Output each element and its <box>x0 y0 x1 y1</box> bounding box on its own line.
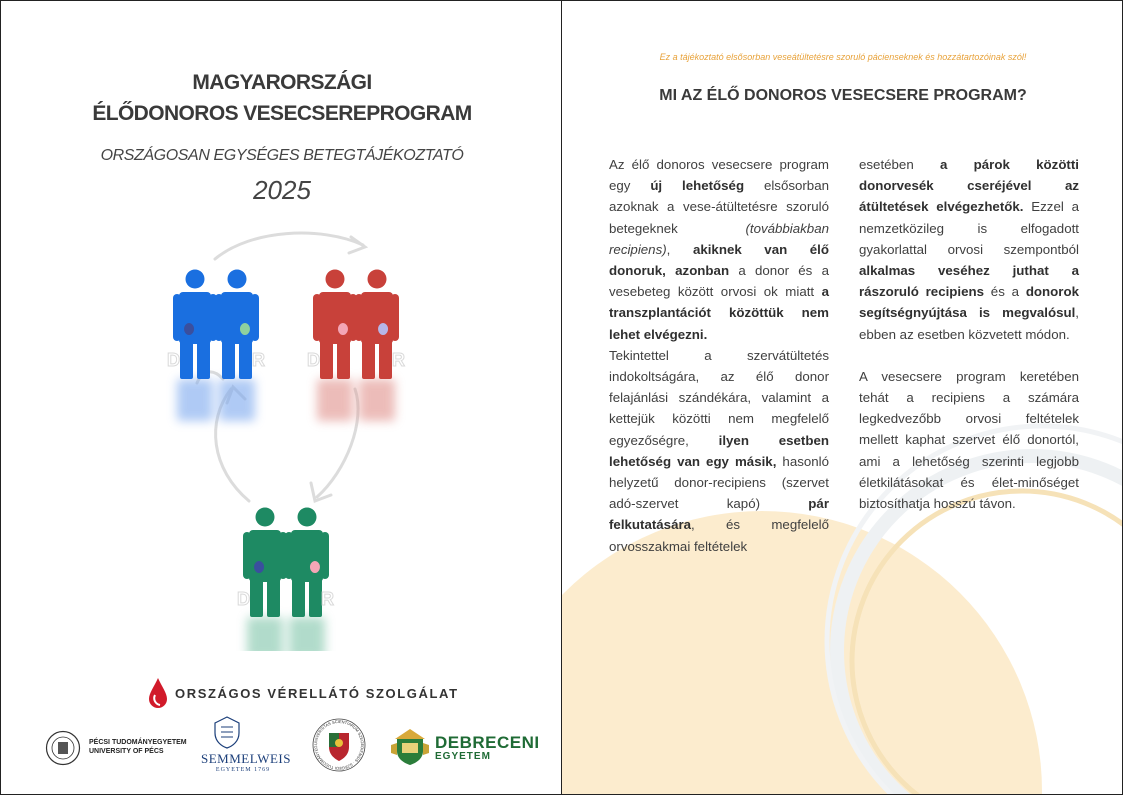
blue-pair <box>167 270 265 380</box>
recipient-label: R <box>252 350 265 370</box>
ovsz-name: ORSZÁGOS VÉRELLÁTÓ SZOLGÁLAT <box>175 686 459 701</box>
text-run: akiknek van élő donoruk, azonban <box>609 241 830 279</box>
cover-page <box>0 0 562 795</box>
exchange-cycle-illustration <box>1 1 562 651</box>
text-run: esetében <box>859 157 940 172</box>
text-run: Az élő donoros vesecsere program egy <box>609 157 829 194</box>
szeged-university-seal-icon <box>311 717 367 773</box>
text-run: (továbbiakban recipiens) <box>609 220 829 257</box>
text-run: alkalmas veséhez juthat a rászoruló recipiens <box>859 263 1079 300</box>
semmelweis-name: SEMMELWEIS <box>201 751 291 766</box>
pecs-line1: PÉCSI TUDOMÁNYEGYETEM <box>89 739 187 746</box>
pecs-line2: UNIVERSITY OF PÉCS <box>89 748 164 755</box>
text-run: ilyen esetben lehetőség van egy másik, <box>609 432 829 469</box>
text-run: a donor és a vesebeteg között orvosi ok miatt <box>609 263 829 300</box>
cover-title-line1: MAGYARORSZÁGI <box>192 71 372 94</box>
text-run: és a <box>984 284 1026 300</box>
info-page <box>561 0 1123 795</box>
paragraph-exchange-continued <box>859 154 1079 345</box>
text-run: , <box>666 241 693 257</box>
text-run: donorok segítségnyújtása is megvalósul <box>859 284 1079 321</box>
text-run: , ebben az esetben közvetett módon. <box>859 305 1079 342</box>
debrecen-crest-icon <box>389 725 431 767</box>
semmelweis-sub: EGYETEM 1769 <box>215 767 271 773</box>
text-column-right <box>859 154 1079 514</box>
recipient-label: R <box>392 350 405 370</box>
debrecen-line2: EGYETEM <box>435 751 491 762</box>
cover-year: 2025 <box>253 175 311 205</box>
ovsz-blood-drop-icon <box>147 677 169 709</box>
text-run: hasonló helyzetű donor-recipiens (szervet adó-szervet kapó) <box>609 453 829 512</box>
text-column-left <box>609 154 829 557</box>
text-run: Tekintettel a szervátültetés indokoltságára, az élő donor felajánlási szándékára, valamint a kettejük közötti nem megfelelő egyezőségre, <box>609 347 829 448</box>
text-run: a transzplantációt közöttük nem lehet elvégezni. <box>609 284 829 342</box>
text-run: , és megfelelő orvosszakmai feltételek <box>609 517 829 554</box>
paragraph-intro <box>609 154 829 345</box>
semmelweis-logo <box>201 751 291 773</box>
info-heading: MI AZ ÉLŐ DONOROS VESECSERE PROGRAM? <box>659 87 1027 104</box>
text-run: Ezzel a nemzetközileg is elfogadott gyakorlattal orvosi szempontból <box>859 199 1079 257</box>
cover-title-line2: ÉLŐDONOROS VESECSEREPROGRAM <box>92 102 472 125</box>
donor-label: D <box>167 350 180 370</box>
debrecen-line1: DEBRECENI <box>435 733 540 752</box>
text-run: elsősorban azoknak a vese-átültetésre szoruló betegeknek <box>609 178 829 236</box>
pecs-university-seal-icon <box>45 730 81 766</box>
text-run: pár felkutatására <box>609 496 829 533</box>
donor-label: D <box>307 350 320 370</box>
paragraph-exchange <box>609 345 829 557</box>
paragraph-program-benefit <box>859 366 1079 514</box>
szeged-seal-text: UNIVERSITAS SCIENTIARUM SZEGEDIENSIS · SZEGEDI TUDOMÁNYEG <box>312 718 366 772</box>
text-run: A vesecsere program keretében tehát a recipiens a számára legkedvezőbb orvosi feltételek mellett kaphat szervet élő donortól, ami a lehetőség szerinti legjobb életkilátásokat és élet-minőséget biztosíthatja hosszú távon. <box>859 368 1079 512</box>
audience-note: Ez a tájékoztató elsősorban veseátültetésre szoruló pácienseknek és hozzátartozóinak szól! <box>659 52 1027 62</box>
debrecen-logo <box>435 734 540 762</box>
semmelweis-crest-icon <box>213 715 241 749</box>
green-pair <box>237 508 334 618</box>
cover-subtitle: ORSZÁGOSAN EGYSÉGES BETEGTÁJÉKOZTATÓ <box>100 147 464 164</box>
pecs-university-logo <box>89 738 187 756</box>
text-run: a párok közötti donorvesék cseréjével az átültetések elvégezhetők. <box>859 157 1079 215</box>
text-run: új lehetőség <box>650 178 745 194</box>
donor-label: D <box>237 589 250 609</box>
recipient-label: R <box>321 589 334 609</box>
red-pair <box>307 270 405 380</box>
